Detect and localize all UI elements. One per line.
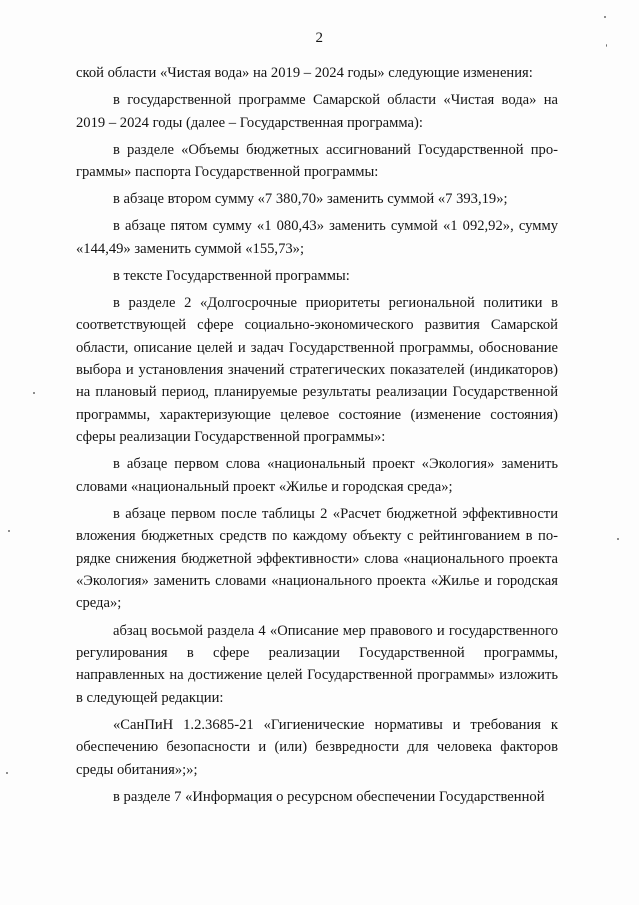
paragraph: «СанПиН 1.2.3685-21 «Гигиенические нормативы и требования к обеспечению безопасности и (или) безвредности для человека факторов среды обитания»;»; [76,716,558,778]
scan-speck [617,538,619,540]
page-number: 2 [315,30,324,46]
paragraph: абзац восьмой раздела 4 «Описание мер правового и государственного регулирования в сфере реализации Государственной программы, направленных на достижение целей Государственной программы» изложить в следующей редакции: [76,622,558,706]
document-body [76,62,558,813]
scan-speck [604,16,606,18]
paragraph: в разделе «Объемы бюджетных ассигнований Государственной программы» паспорта Государственной программы: [76,141,558,180]
scan-speck [33,392,35,394]
paragraph: в абзаце пятом сумму «1 080,43» заменить суммой «1 092,92», сумму «144,49» заменить суммой «155,73»; [76,218,558,257]
paragraph: в разделе 2 «Долгосрочные приоритеты региональной политики в соответствующей сфере социально-экономического развития Самарской области, описание целей и задач Государственной программы, обоснование выбора и установления значений стратегических показателей (индикаторов) на плановый период, планируемые результаты реализации Государственной программы, характеризующие целевое состояние (изменение состояния) сферы реализации Государственной программы»: [76,294,558,446]
paragraph-continuation: ской области «Чистая вода» на 2019 – 2024 годы» следующие изменения: [76,65,533,81]
scan-speck [8,530,10,532]
scan-speck [606,44,607,47]
paragraph: в тексте Государственной программы: [113,267,350,284]
paragraph: в государственной программе Самарской области «Чистая вода» на 2019 – 2024 годы (далее – Государственная программа): [76,92,558,131]
paragraph: в абзаце первом слова «национальный проект «Экология» заменить словами «национальный проект «Жилье и городская среда»; [76,456,558,495]
paragraph: в абзаце втором сумму «7 380,70» заменить суммой «7 393,19»; [113,191,508,208]
scan-speck [6,772,8,774]
paragraph: в абзаце первом после таблицы 2 «Расчет бюджетной эффективности вложения бюджетных средств по каждому объекту с рейтингованием в порядке снижения бюджетной эффективности» слова «национального проекта «Экология» заменить словами «национального проекта «Жилье и городская среда»; [76,505,558,612]
paragraph-truncated: в разделе 7 «Информация о ресурсном обеспечении Государственной [113,788,545,805]
